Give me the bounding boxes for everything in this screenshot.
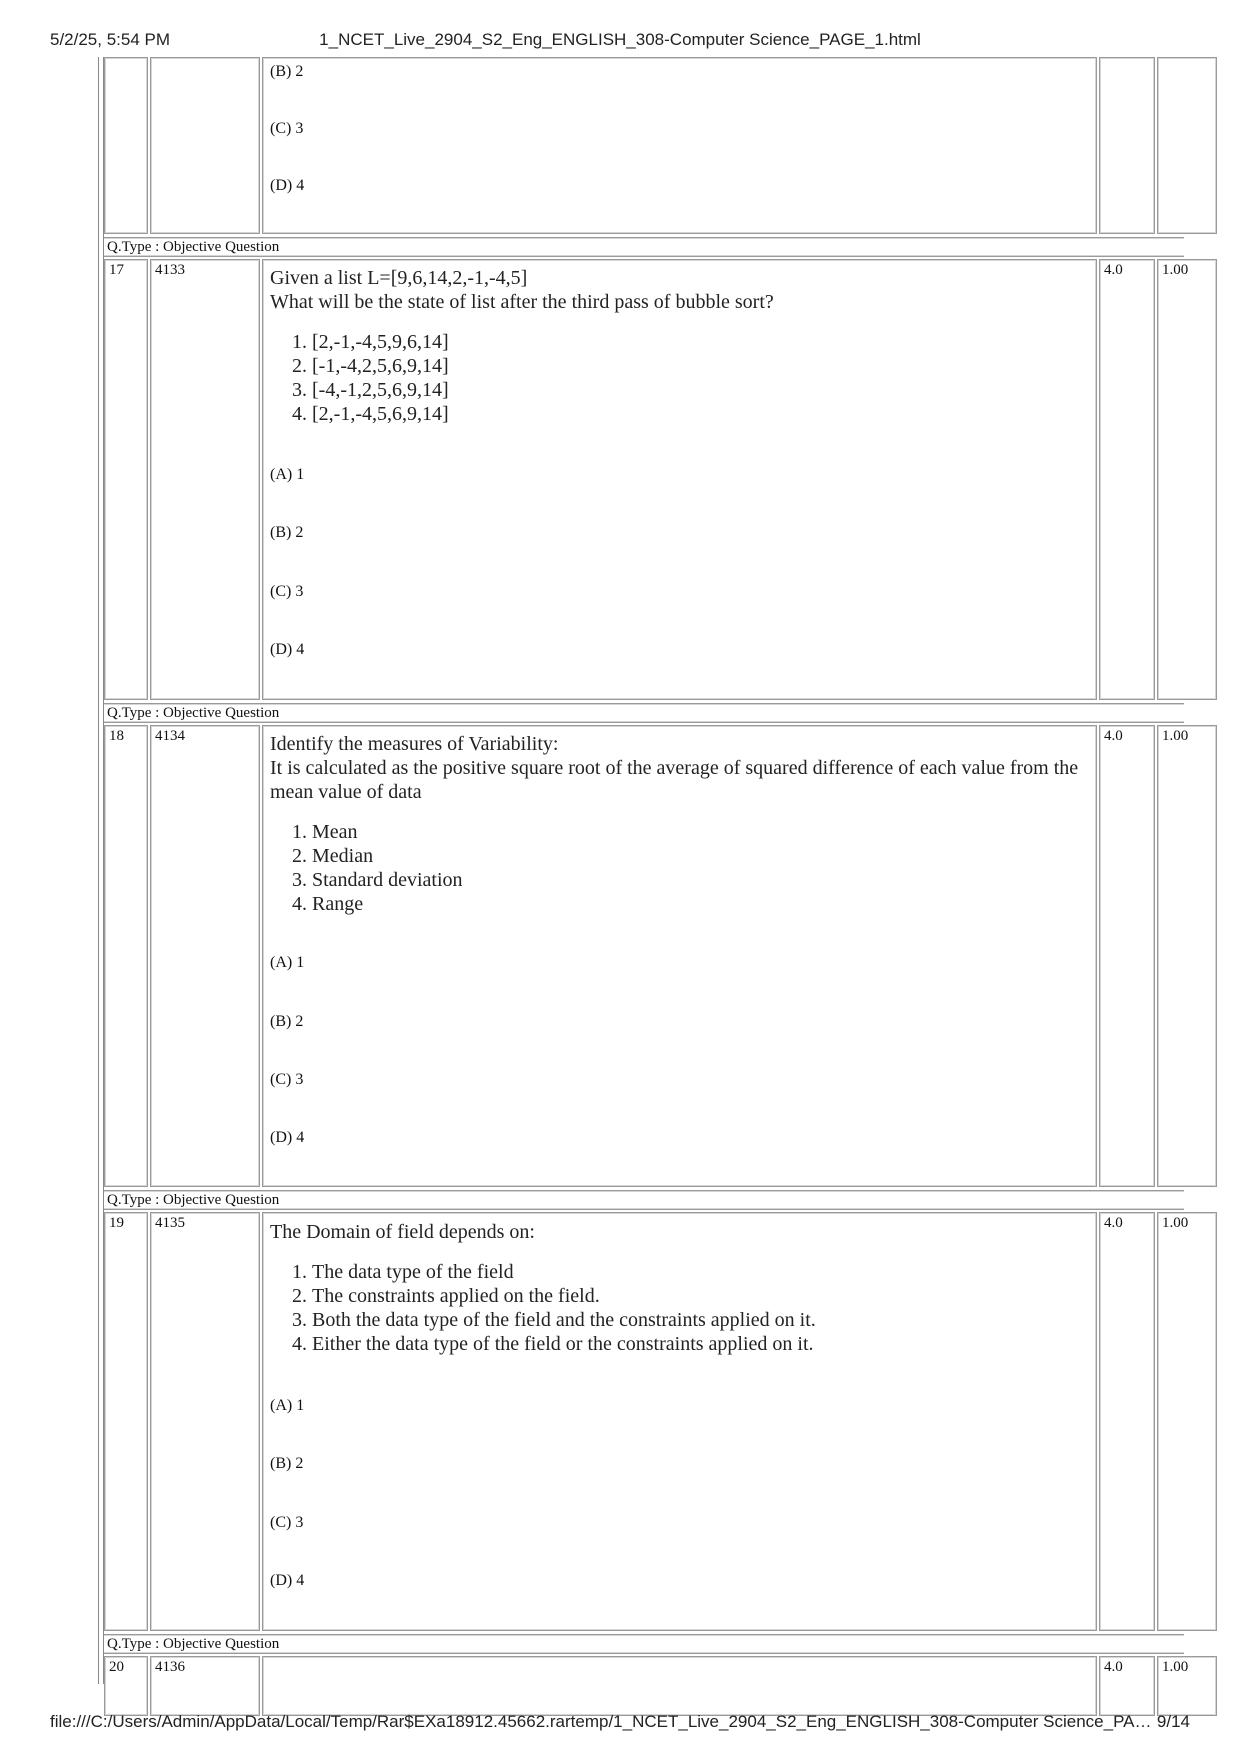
choice-b: (B) 2 xyxy=(270,1455,304,1472)
marks-value: 4.0 xyxy=(1104,1215,1123,1231)
question-id: 4134 xyxy=(155,728,185,744)
option-item: 2. Median xyxy=(312,844,1086,868)
negative-marks-cell xyxy=(1157,725,1217,1187)
question-type-label: Q.Type : Objective Question xyxy=(104,1634,1184,1654)
print-header xyxy=(50,30,1190,52)
choice-d: (D) 4 xyxy=(270,177,305,194)
page-number: 9/14 xyxy=(1156,1712,1190,1731)
question-number: 19 xyxy=(109,1215,124,1231)
question-id: 4136 xyxy=(155,1659,185,1675)
marks-value: 4.0 xyxy=(1104,728,1123,744)
option-item: 3. Both the data type of the field and the constraints applied on it. xyxy=(312,1308,1086,1332)
question-number: 18 xyxy=(109,728,124,744)
question-stem xyxy=(270,732,1086,916)
negative-marks-value: 1.00 xyxy=(1162,1215,1189,1231)
option-item: 4. Either the data type of the field or the constraints applied on it. xyxy=(312,1332,1086,1356)
question-type-label: Q.Type : Objective Question xyxy=(104,1190,1184,1210)
option-list xyxy=(270,330,1086,426)
choice-c: (C) 3 xyxy=(270,1514,304,1531)
question-number-cell xyxy=(104,1212,148,1631)
marks-cell xyxy=(1099,1656,1155,1716)
choice-c: (C) 3 xyxy=(270,583,304,600)
marks-value: 4.0 xyxy=(1104,1659,1123,1675)
option-item: 2. [-1,-4,2,5,6,9,14] xyxy=(312,354,1086,378)
document-title: 1_NCET_Live_2904_S2_Eng_ENGLISH_308-Computer Science_PAGE_1.html xyxy=(319,30,921,49)
negative-marks-cell xyxy=(1157,259,1217,700)
question-id-cell xyxy=(150,725,260,1187)
stem-line: The Domain of field depends on: xyxy=(270,1221,535,1243)
option-item: 4. [2,-1,-4,5,6,9,14] xyxy=(312,402,1086,426)
choice-d: (D) 4 xyxy=(270,641,305,658)
question-type-label: Q.Type : Objective Question xyxy=(104,237,1184,257)
option-list xyxy=(270,1260,1086,1356)
option-item: 1. Mean xyxy=(312,820,1086,844)
question-body xyxy=(262,259,1097,700)
print-datetime: 5/2/25, 5:54 PM xyxy=(50,30,171,49)
question-id: 4133 xyxy=(155,262,185,278)
question-number-cell xyxy=(104,725,148,1187)
option-item: 1. [2,-1,-4,5,9,6,14] xyxy=(312,330,1086,354)
choice-d: (D) 4 xyxy=(270,1129,305,1146)
option-list xyxy=(270,820,1086,916)
option-item: 1. The data type of the field xyxy=(312,1260,1086,1284)
question-body xyxy=(262,1212,1097,1631)
table-cell-negative xyxy=(1157,57,1217,234)
stem-line: What will be the state of list after the third pass of bubble sort? xyxy=(270,291,774,313)
choice-b: (B) 2 xyxy=(270,63,304,80)
question-body xyxy=(262,725,1097,1187)
choice-b: (B) 2 xyxy=(270,524,304,541)
question-body xyxy=(262,1656,1097,1716)
file-path: file:///C:/Users/Admin/AppData/Local/Temp/Rar$EXa18912.45662.rartemp/1_NCET_Live_2904_S2_Eng_ENGLISH_308-Computer Science_PA… xyxy=(50,1712,1152,1731)
question-id-cell xyxy=(150,259,260,700)
choice-c: (C) 3 xyxy=(270,1071,304,1088)
marks-cell xyxy=(1099,259,1155,700)
stem-line: Given a list L=[9,6,14,2,-1,-4,5] xyxy=(270,267,528,289)
marks-cell xyxy=(1099,1212,1155,1631)
question-id-cell xyxy=(150,1656,260,1716)
table-cell-marks xyxy=(1099,57,1155,234)
question-id: 4135 xyxy=(155,1215,185,1231)
question-number-cell xyxy=(104,259,148,700)
table-cell-num xyxy=(104,57,148,234)
question-number: 17 xyxy=(109,262,124,278)
choice-a: (A) 1 xyxy=(270,466,305,483)
negative-marks-value: 1.00 xyxy=(1162,1659,1189,1675)
marks-cell xyxy=(1099,725,1155,1187)
choice-b: (B) 2 xyxy=(270,1013,304,1030)
option-item: 3. [-4,-1,2,5,6,9,14] xyxy=(312,378,1086,402)
question-table xyxy=(98,57,1189,1684)
choice-a: (A) 1 xyxy=(270,1397,305,1414)
table-cell-id xyxy=(150,57,260,234)
question-number-cell xyxy=(104,1656,148,1716)
choice-a: (A) 1 xyxy=(270,954,305,971)
question-type-label: Q.Type : Objective Question xyxy=(104,703,1184,723)
print-footer xyxy=(50,1712,1190,1734)
question-body xyxy=(262,57,1097,234)
negative-marks-cell xyxy=(1157,1656,1217,1716)
question-stem xyxy=(270,266,1086,426)
marks-value: 4.0 xyxy=(1104,262,1123,278)
negative-marks-value: 1.00 xyxy=(1162,262,1189,278)
option-item: 2. The constraints applied on the field. xyxy=(312,1284,1086,1308)
negative-marks-value: 1.00 xyxy=(1162,728,1189,744)
stem-line: Identify the measures of Variability: xyxy=(270,733,559,755)
question-stem xyxy=(270,1220,1086,1356)
choice-c: (C) 3 xyxy=(270,120,304,137)
option-item: 4. Range xyxy=(312,892,1086,916)
question-id-cell xyxy=(150,1212,260,1631)
option-item: 3. Standard deviation xyxy=(312,868,1086,892)
stem-line: It is calculated as the positive square root of the average of squared difference of each value from the mean value of data xyxy=(270,757,1079,803)
negative-marks-cell xyxy=(1157,1212,1217,1631)
choice-d: (D) 4 xyxy=(270,1572,305,1589)
question-number: 20 xyxy=(109,1659,124,1675)
